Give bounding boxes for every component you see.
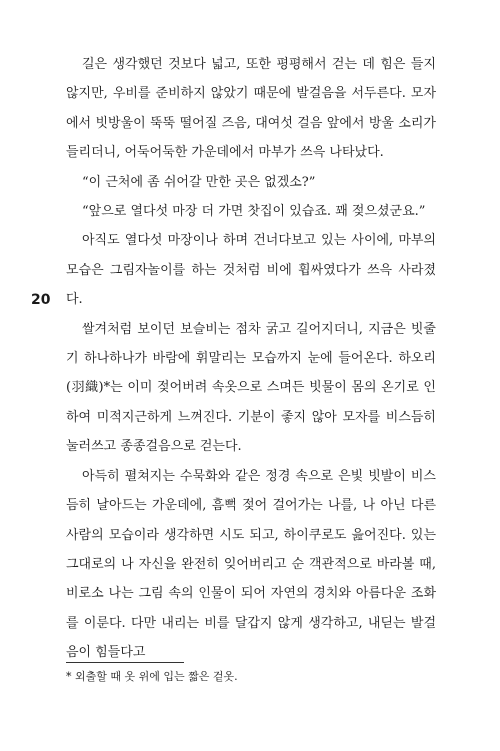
footnote: * 외출할 때 옷 위에 입는 짧은 겉옷. [66, 670, 238, 683]
paragraph: 쌀겨처럼 보이던 보슬비는 점차 굵고 길어지더니, 지금은 빗줄기 하나하나가 바람에 휘말리는 모습까지 눈에 들어온다. 하오리(羽織)*는 이미 젖어버려 속옷으로 스며든 빗물이 몸의 온기로 인하여 미적지근하게 느껴진다. 기분이 좋지 않아 모자를 비스듬히 눌러쓰고 종종걸음으로 걷는다. [66, 321, 436, 455]
paragraph: 길은 생각했던 것보다 넓고, 또한 평평해서 걷는 데 힘은 들지 않지만, 우비를 준비하지 않았기 때문에 발걸음을 서두른다. 모자에서 빗방울이 뚝뚝 떨어질 즈음, 대여섯 걸음 앞에서 방울 소리가 들리더니, 어둑어둑한 가운데에서 마부가 쓰윽 나타났다. [66, 57, 436, 161]
body-text [66, 50, 436, 668]
paragraph: “이 근처에 좀 쉬어갈 만한 곳은 없겠소?” [82, 174, 316, 190]
paragraph: 아득히 펼쳐지는 수묵화와 같은 정경 속으로 은빛 빗발이 비스듬히 날아드는 가운데에, 흠뻑 젖어 걸어가는 나를, 나 아닌 다른 사람의 모습이라 생각하면 시도 되고, 하이쿠로도 읊어진다. 있는 그대로의 나 자신을 완전히 잊어버리고 순 객관적으로 바라볼 때, 비로소 나는 그림 속의 인물이 되어 자연의 경치와 아름다운 조화를 이룬다. 다만 내리는 비를 달갑지 않게 생각하고, 내딛는 발걸음이 힘들다고 [66, 468, 436, 661]
footnote-divider [66, 662, 184, 663]
paragraph: 아직도 열다섯 마장이나 하며 건너다보고 있는 사이에, 마부의 모습은 그림자놀이를 하는 것처럼 비에 휩싸였다가 쓰윽 사라졌다. [66, 233, 436, 308]
paragraph: “앞으로 열다섯 마장 더 가면 찻집이 있습죠. 꽤 젖으셨군요.” [82, 204, 426, 220]
page-number: 20 [31, 292, 51, 308]
